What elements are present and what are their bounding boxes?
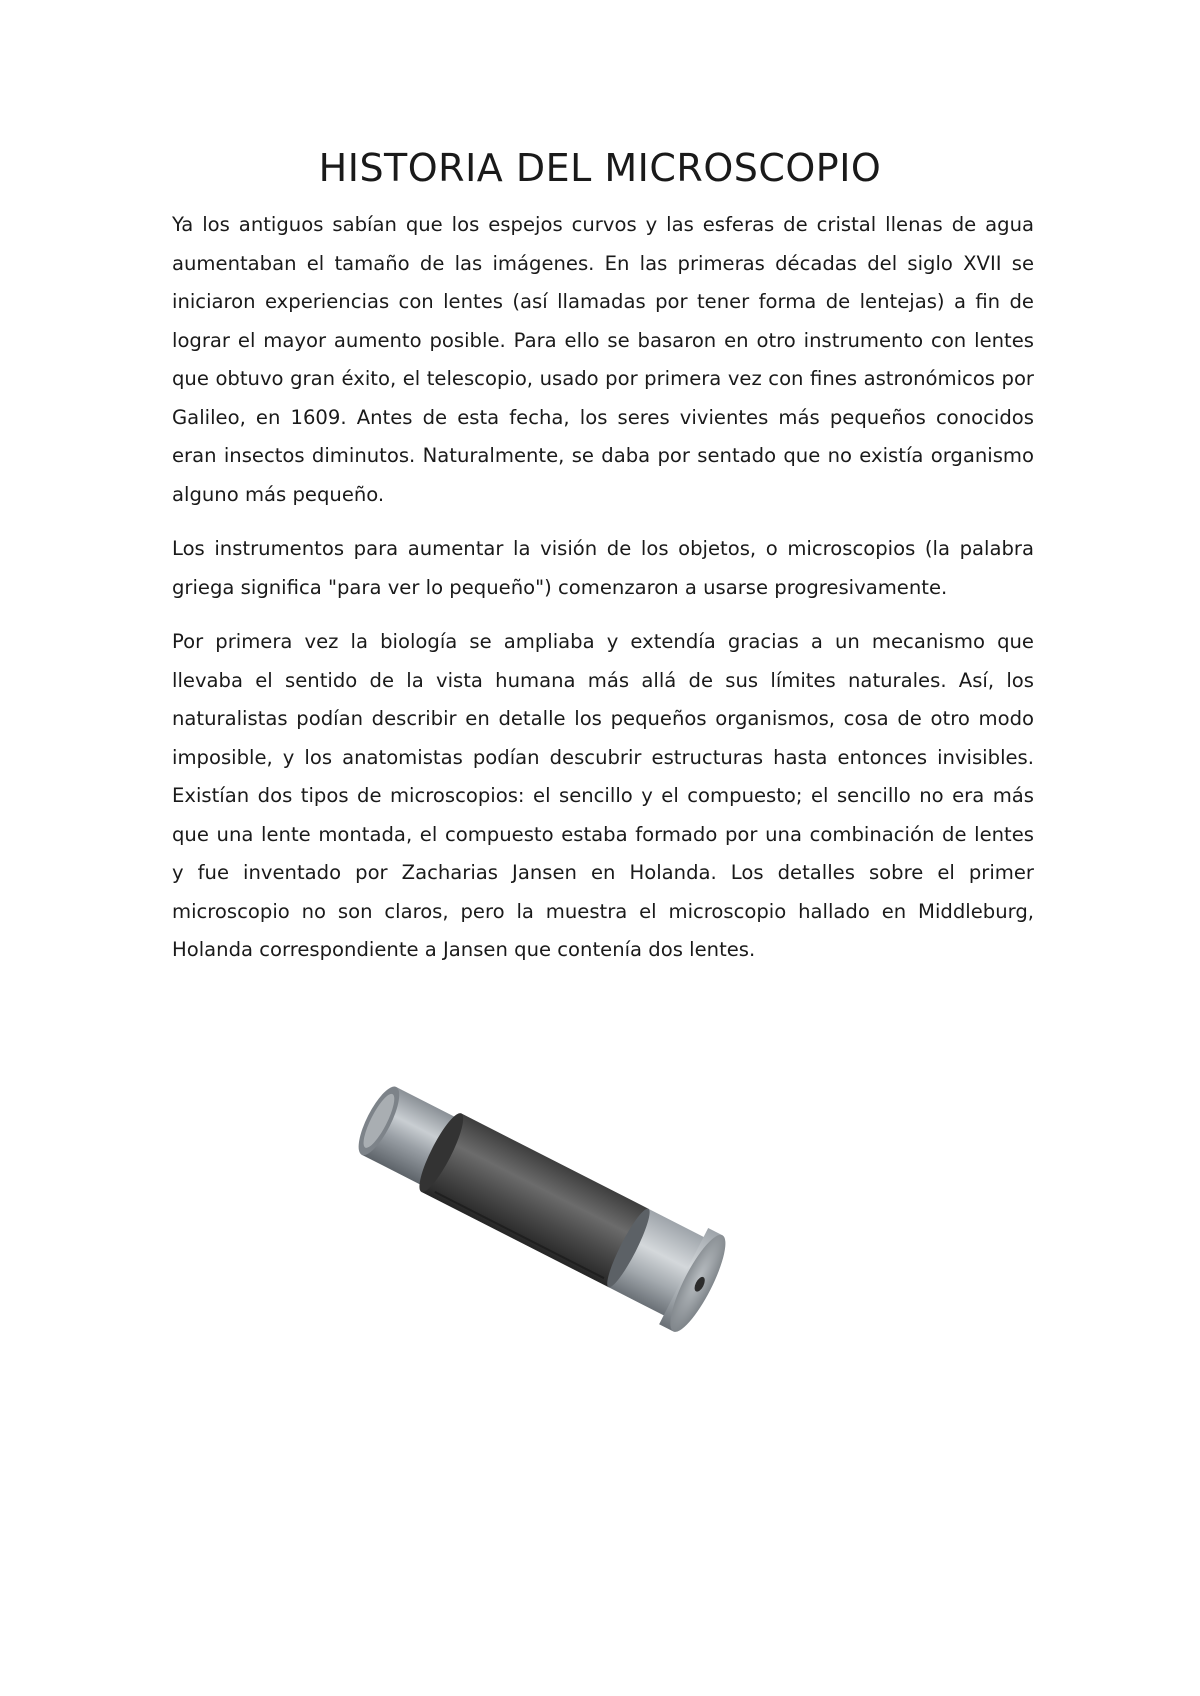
jansen-microscope-image: [340, 1060, 760, 1356]
body-text: [172, 206, 1034, 970]
paragraph-2: Los instrumentos para aumentar la visión de los objetos, o microscopios (la palabra griega significa "para ver lo pequeño") comenzaron a usarse progresivamente.: [172, 537, 1034, 599]
paragraph-1: Ya los antiguos sabían que los espejos curvos y las esferas de cristal llenas de agua aumentaban el tamaño de las imágenes. En las primeras décadas del siglo XVII se iniciaron experiencias con lentes (así llamadas por tener forma de lentejas) a fin de lograr el mayor aumento posible. Para ello se basaron en otro instrumento con lentes que obtuvo gran éxito, el telescopio, usado por primera vez con fines astronómicos por Galileo, en 1609. Antes de esta fecha, los seres vivientes más pequeños conocidos eran insectos diminutos. Naturalmente, se daba por sentado que no existía organismo alguno más pequeño.: [172, 213, 1034, 506]
paragraph-3: Por primera vez la biología se ampliaba y extendía gracias a un mecanismo que llevaba el sentido de la vista humana más allá de sus límites naturales. Así, los naturalistas podían describir en detalle los pequeños organismos, cosa de otro modo imposible, y los anatomistas podían descubrir estructuras hasta entonces invisibles. Existían dos tipos de microscopios: el sencillo y el compuesto; el sencillo no era más que una lente montada, el compuesto estaba formado por una combinación de lentes y fue inventado por Zacharias Jansen en Holanda. Los detalles sobre el primer microscopio no son claros, pero la muestra el microscopio hallado en Middleburg, Holanda correspondiente a Jansen que contenía dos lentes.: [172, 630, 1034, 961]
page-title: HISTORIA DEL MICROSCOPIO: [318, 146, 882, 190]
